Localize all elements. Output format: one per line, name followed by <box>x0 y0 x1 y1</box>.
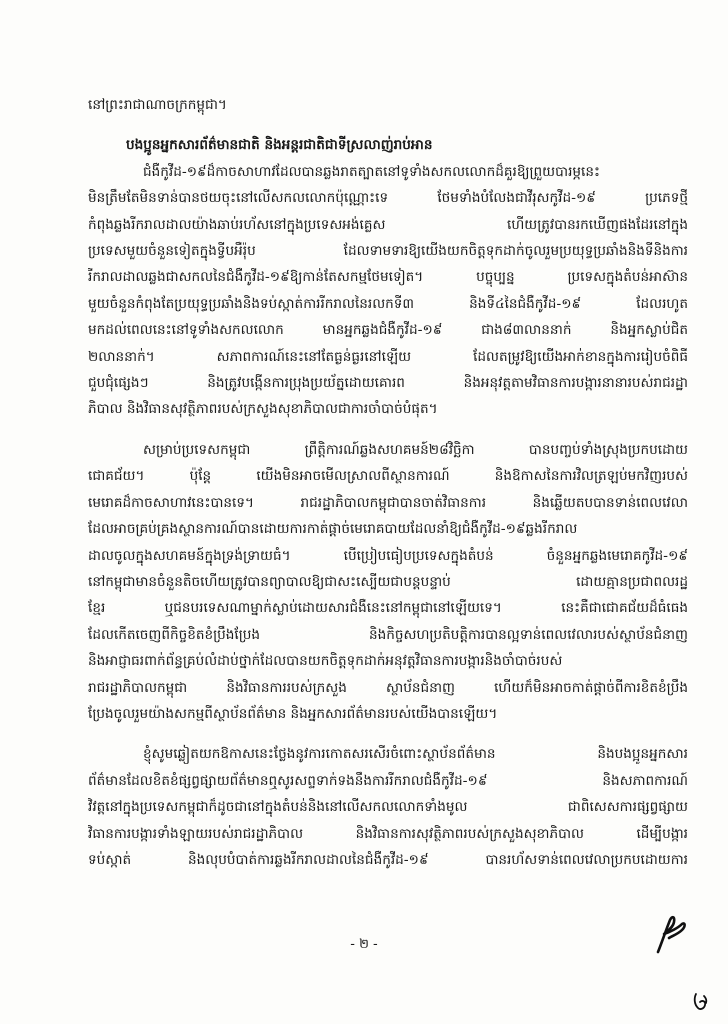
paragraph-3 <box>88 741 688 873</box>
signature-icon <box>652 912 690 954</box>
text-line: វិធានការបង្ការទាំងឡាយរបស់រាជរដ្ឋាភិបាល និងវិធានការសុវត្ថិភាពរបស់ក្រសួងសុខាភិបាល ដើម្បីបង្ការ <box>88 825 688 842</box>
text-line: ប្រែងចូលរួមយ៉ាងសកម្មពីស្ថាប័នព័ត៌មាន និងអ្នកសារព័ត៌មានរបស់យើងបានឡើយ។ <box>88 705 498 722</box>
text-line: មេរោគដ៏កាចសាហាវនេះបានទេ។ រាជរដ្ឋាភិបាលកម្ពុជាបានចាត់វិធានការ និងឆ្លើយតបបានទាន់ពេលវេលា <box>88 494 688 511</box>
text-line: ព័ត៌មានដែលខិតខំផ្សព្វផ្សាយព័ត៌មានឮសូរសព្ទទាក់ទងនឹងការរីករាលជំងឺកូវីដ-១៩ និងសភាពការណ៍ <box>88 772 688 789</box>
letter-body <box>88 92 688 873</box>
text-line: រីករាលដាលឆ្លងជាសកលនៃជំងឺកូវីដ-១៩ឱ្យកាន់តែសកម្មថែមទៀត។ បច្ចុប្បន្ន ប្រទេសក្នុងតំបន់អាស៊ាន <box>88 269 688 286</box>
text-line: ២លាននាក់។ សភាពការណ៍នេះនៅតែធ្ងន់ធ្ងរនៅឡើយ ដែលតម្រូវឱ្យយើងអាក់ខានក្នុងការរៀបចំពិធី <box>88 348 688 365</box>
text-line: វិវត្តនៅក្នុងប្រទេសកម្ពុជាក៏ដូចជានៅក្នុងតំបន់និងនៅលើសកលលោកទាំងមូល ជាពិសេសការផ្សព្វផ្សាយ <box>88 799 688 816</box>
greeting-line: នៅព្រះរាជាណាចក្រកម្ពុជា។ <box>88 97 227 113</box>
text-line: ដាលចូលក្នុងសហគមន៍ក្នុងទ្រង់ទ្រាយធំ។ បើប្រៀបធៀបប្រទេសក្នុងតំបន់ ចំនួនអ្នកឆ្លងមេរោគកូវីដ-១៩ <box>88 547 688 564</box>
text-line: ជោគជ័យ។ ប៉ុន្តែ យើងមិនអាចមើលស្រាលពីស្ថានការណ៍ និងឱកាសនៃការវិលត្រឡប់មកវិញរបស់ <box>88 468 688 485</box>
text-line: ខ្ញុំសូមឆ្លៀតយកឱកាសនេះថ្លែងនូវការកោតសរសើរចំពោះស្ថាប័នព័ត៌មាន និងបងប្អូនអ្នកសារ <box>143 746 688 763</box>
text-line: ខ្មែរ ឬជនបរទេសណាម្នាក់ស្លាប់ដោយសារជំងឺនេះនៅកម្ពុជានៅឡើយទេ។ នេះគឺជាជោគជ័យដ៏ធំធេង <box>88 600 688 617</box>
text-line: មិនត្រឹមតែមិនទាន់បានថយចុះនៅលើសកលលោកប៉ុណ្ណោះទេ ថែមទាំងបំលែងជាវីរុសកូវីដ-១៩ ប្រភេទថ្មី <box>88 190 688 207</box>
text-line: ដែលកើតចេញពីកិច្ចខិតខំប្រឹងប្រែង និងកិច្ចសហប្រតិបត្តិការបានល្អទាន់ពេលវេលារបស់ស្ថាប័នជំនាញ <box>88 626 688 643</box>
paragraph-2 <box>88 437 688 727</box>
margin-mark-icon <box>690 990 712 1012</box>
text-line: ដែលអាចគ្រប់គ្រងស្ថានការណ៍បានដោយការកាត់ផ្តាច់មេរោគបាយដែលនាំឱ្យជំងឺកូវីដ-១៩ឆ្លងរីករាល <box>88 521 578 538</box>
text-line: ប្រទេសមួយចំនួនទៀតក្នុងទ្វីបអឺរ៉ុប ដែលទាមទារឱ្យយើងយកចិត្តទុកដាក់ចូលរួមប្រយុទ្ធប្រឆាំងនិងទីនិងការ <box>88 243 688 260</box>
text-line: សម្រាប់ប្រទេសកម្ពុជា ព្រឹត្តិការណ៍ឆ្លងសហគមន៍២៨វិច្ឆិកា បានបញ្ចប់ទាំងស្រុងប្រកបដោយ <box>143 441 688 458</box>
text-line: មួយចំនួនកំពុងតែប្រយុទ្ធប្រឆាំងនិងទប់ស្កាត់ការរីករាលនៃរលកទី៣ និងទី៤នៃជំងឺកូវីដ-១៩ ដែលរហូត <box>88 295 688 312</box>
text-line: កំពុងឆ្លងរីករាលដាលយ៉ាងឆាប់រហ័សនៅក្នុងប្រទេសអង់គ្លេស ហើយត្រូវបានរកឃើញផងដែរនៅក្នុង <box>88 216 688 233</box>
text-line: នៅកម្ពុជាមានចំនួនតិចហើយត្រូវបានព្យាបាលឱ្យជាសះស្បើយជាបន្តបន្ទាប់ ដោយគ្មានប្រជាពលរដ្ឋ <box>88 573 688 590</box>
text-line: មកដល់ពេលនេះនៅទូទាំងសកលលោក មានអ្នកឆ្លងជំងឺកូវីដ-១៩ ជាង៨៣លាននាក់ និងអ្នកស្លាប់ជិត <box>88 322 688 339</box>
text-line: និងអាជ្ញាធរពាក់ព័ន្ធគ្រប់លំដាប់ថ្នាក់ដែលបានយកចិត្តទុកដាក់អនុវត្តវិធានការបង្ការនិងចាំបាច់របស់ <box>88 653 563 670</box>
salutation-line: បងប្អូនអ្នកសារព័ត៌មានជាតិ និងអន្តរជាតិជាទីស្រលាញ់រាប់អាន <box>126 137 433 154</box>
text-line: ភិបាល និងវិធានសុវត្ថិភាពរបស់ក្រសួងសុខាភិបាលជាការចាំបាច់បំផុត។ <box>88 401 438 418</box>
text-line: ជួបជុំផ្សេងៗ និងត្រូវបង្កើនការប្រុងប្រយ័ត្នដោយគោរព និងអនុវត្តតាមវិធានការបង្ការនានារបស់រាជរដ្ឋា <box>88 375 688 392</box>
page-number: - ២ - <box>350 937 378 952</box>
text-line: ជំងឺកូវីដ-១៩ដ៏កាចសាហាវដែលបានឆ្លងរាតត្បាតនៅទូទាំងសកលលោកដ៏គួរឱ្យព្រួយបារម្ភនេះ <box>143 163 600 180</box>
paragraph-1 <box>88 159 688 423</box>
text-line: ទប់ស្កាត់ និងលុបបំបាត់ការឆ្លងរីករាលដាលនៃជំងឺកូវីដ-១៩ បានរហ័សទាន់ពេលវេលាប្រកបដោយការ <box>88 851 688 868</box>
text-line: រាជរដ្ឋាភិបាលកម្ពុជា និងវិធានការរបស់ក្រសួង ស្ថាប័នជំនាញ ហើយក៏មិនអាចកាត់ផ្តាច់ពីការខិតខំប្រឹង <box>88 679 688 696</box>
